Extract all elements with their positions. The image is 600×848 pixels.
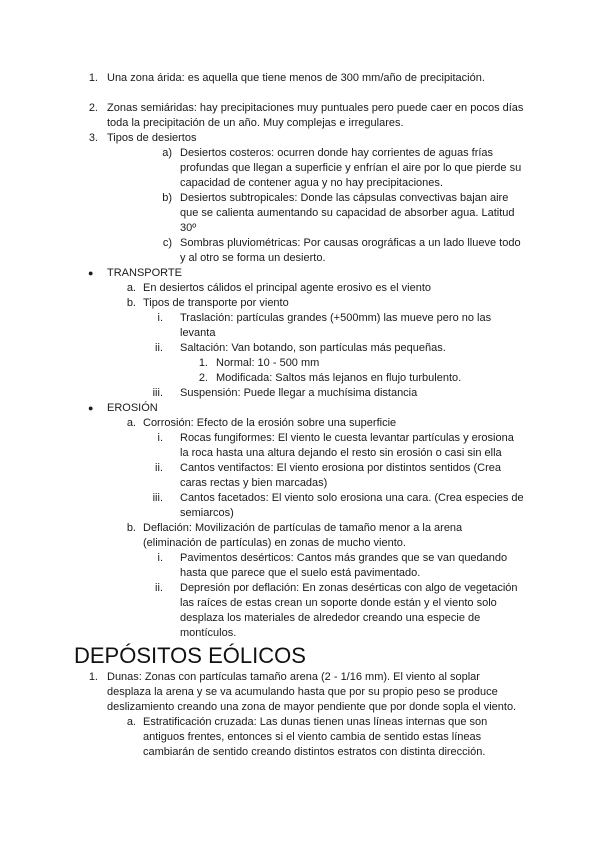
list-marker: 2. — [198, 372, 208, 384]
list-marker: iii. — [152, 387, 163, 399]
list-item-text: toda la precipitación de un año. Muy complejas e irregulares. — [107, 117, 404, 129]
list-item-text: 30º — [180, 222, 197, 234]
list-item-text: montículos. — [180, 627, 237, 639]
list-item-text: que se calienta aumentando su capacidad de absorber agua. Latitud — [180, 207, 515, 219]
list-item-text: hasta que parece que el suelo está pavimentado. — [180, 567, 421, 579]
section-title: TRANSPORTE — [107, 267, 182, 279]
list-marker: b. — [126, 297, 136, 309]
list-item-text: Dunas: Zonas con partículas tamaño arena (2 - 1/16 mm). El viento al soplar — [107, 671, 480, 683]
list-item-text: Estratificación cruzada: Las dunas tienen unas líneas internas que son — [143, 716, 488, 728]
list-marker: ii. — [155, 462, 163, 474]
list-marker: a. — [126, 282, 136, 294]
list-item-text: Corrosión: Efecto de la erosión sobre una superficie — [143, 417, 397, 429]
list-item-text: Rocas fungiformes: El viento le cuesta levantar partículas y erosiona — [180, 432, 514, 444]
list-marker: a) — [162, 147, 172, 159]
list-item-text: Depresión por deflación: En zonas desérticas con algo de vegetación — [180, 582, 518, 594]
list-item-text: las raíces de estas crean un soporte donde están y el viento solo — [180, 597, 497, 609]
list-item-text: Tipos de transporte por viento — [143, 297, 289, 309]
list-item-text: semiarcos) — [180, 507, 234, 519]
list-marker: 1. — [88, 72, 98, 84]
list-item-text: Saltación: Van botando, son partículas más pequeñas. — [180, 342, 446, 354]
list-marker: b) — [162, 192, 172, 204]
list-item-text: profundas que llegan a superficie y enfrían el aire por lo que pierde su — [180, 162, 522, 174]
list-item-text: Desiertos costeros: ocurren donde hay corrientes de aguas frías — [180, 147, 494, 159]
list-marker: 2. — [88, 102, 98, 114]
list-item-text: Tipos de desiertos — [107, 132, 197, 144]
list-marker: a. — [126, 716, 136, 728]
list-marker: 1. — [88, 671, 98, 683]
list-item-text: Una zona árida: es aquella que tiene menos de 300 mm/año de precipitación. — [107, 72, 485, 84]
list-item-text: la roca hasta una altura dejando el resto sin erosión o casi sin ella — [180, 447, 502, 459]
list-marker: 1. — [198, 357, 208, 369]
list-item-text: Sombras pluviométricas: Por causas orográficas a un lado llueve todo — [180, 237, 521, 249]
list-item-text: (eliminación de partículas) en zonas de mucho viento. — [143, 537, 406, 549]
list-marker: ii. — [155, 342, 163, 354]
list-item-text: desplaza la arena y se va acumulando hasta que por su propio peso se produce — [107, 686, 498, 698]
list-marker: i. — [157, 432, 163, 444]
list-item-text: En desiertos cálidos el principal agente erosivo es el viento — [143, 282, 431, 294]
list-item-text: deslizamiento creando una zona de mayor pendiente que por donde sopla el viento. — [107, 701, 517, 713]
list-item-text: caras rectas y bien marcadas) — [180, 477, 328, 489]
list-marker: i. — [157, 312, 163, 324]
list-item-text: Desiertos subtropicales: Donde las cápsulas convectivas bajan aire — [180, 192, 509, 204]
list-item-text: levanta — [180, 327, 216, 339]
list-item-text: Suspensión: Puede llegar a muchísima distancia — [180, 387, 418, 399]
list-marker: a. — [126, 417, 136, 429]
list-marker: b. — [126, 522, 136, 534]
list-item-text: Zonas semiáridas: hay precipitaciones muy puntuales pero puede caer en pocos días — [107, 102, 524, 114]
list-item-text: Modificada: Saltos más lejanos en flujo turbulento. — [216, 372, 462, 384]
list-item-text: Cantos ventifactos: El viento erosiona por distintos sentidos (Crea — [180, 462, 501, 474]
list-item-text: antiguos frentes, entonces si el viento cambia de sentido estas líneas — [143, 731, 482, 743]
list-marker: ii. — [155, 582, 163, 594]
section-heading: DEPÓSITOS EÓLICOS — [74, 643, 306, 668]
section-title: EROSIÓN — [107, 402, 158, 414]
list-item-text: y al otro se forma un desierto. — [180, 252, 326, 264]
list-item-text: cambiarán de sentido creando distintos estratos con distinta dirección. — [143, 746, 486, 758]
list-item-text: Deflación: Movilización de partículas de tamaño menor a la arena — [143, 522, 463, 534]
list-marker: i. — [157, 552, 163, 564]
list-marker: iii. — [152, 492, 163, 504]
list-item-text: Traslación: partículas grandes (+500mm) las mueve pero no las — [180, 312, 492, 324]
list-item-text: Cantos facetados: El viento solo erosiona una cara. (Crea especies de — [180, 492, 524, 504]
list-item-text: Pavimentos desérticos: Cantos más grandes que se van quedando — [180, 552, 508, 564]
list-marker: 3. — [88, 132, 98, 144]
list-item-text: capacidad de contener agua y no hay precipitaciones. — [180, 177, 443, 189]
bullet-icon: ● — [88, 403, 94, 413]
list-item-text: desplaza los materiales de alrededor creando una especie de — [180, 612, 481, 624]
bullet-icon: ● — [88, 268, 94, 278]
list-marker: c) — [162, 237, 172, 249]
list-item-text: Normal: 10 - 500 mm — [216, 357, 320, 369]
